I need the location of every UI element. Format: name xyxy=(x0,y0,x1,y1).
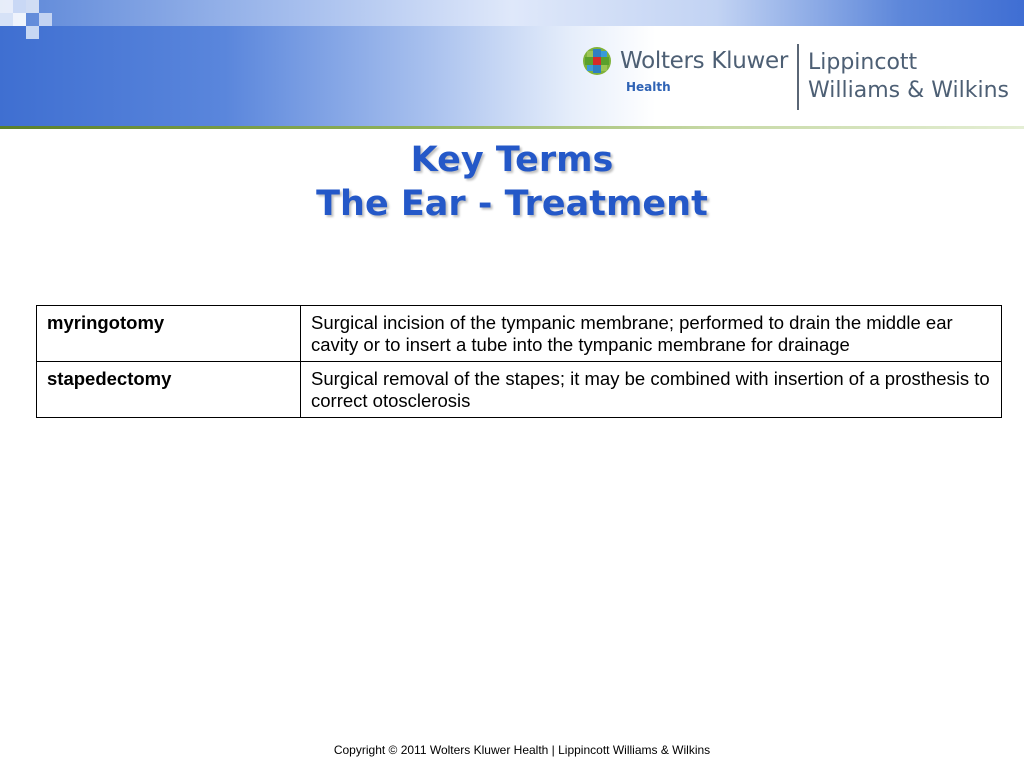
definition-cell: Surgical removal of the stapes; it may be combined with insertion of a prosthesis to correct otosclerosis xyxy=(301,362,1002,418)
logo-partner-line-1: Lippincott xyxy=(808,50,918,75)
header-banner xyxy=(0,0,1024,126)
wolters-kluwer-globe-icon xyxy=(582,46,612,76)
logo-divider xyxy=(797,44,799,110)
table-row xyxy=(37,362,1002,418)
logo-sub-brand: Health xyxy=(626,80,671,94)
slide-title xyxy=(0,138,1024,226)
key-terms-table xyxy=(36,305,1002,418)
logo-brand-name: Wolters Kluwer xyxy=(620,48,789,74)
header-rule xyxy=(0,126,1024,129)
term-cell: myringotomy xyxy=(37,306,301,362)
publisher-logo xyxy=(580,42,1020,114)
logo-partner-line-2: Williams & Wilkins xyxy=(808,78,1009,103)
definition-cell: Surgical incision of the tympanic membrane; performed to drain the middle ear cavity or to insert a tube into the tympanic membrane for drainage xyxy=(301,306,1002,362)
slide-title-line-2: The Ear - Treatment xyxy=(316,184,708,224)
copyright-footer: Copyright © 2011 Wolters Kluwer Health | Lippincott Williams & Wilkins xyxy=(333,743,711,757)
term-cell: stapedectomy xyxy=(37,362,301,418)
banner-top-strip xyxy=(0,0,1024,26)
table-row xyxy=(37,306,1002,362)
slide-title-line-1: Key Terms xyxy=(410,140,614,180)
